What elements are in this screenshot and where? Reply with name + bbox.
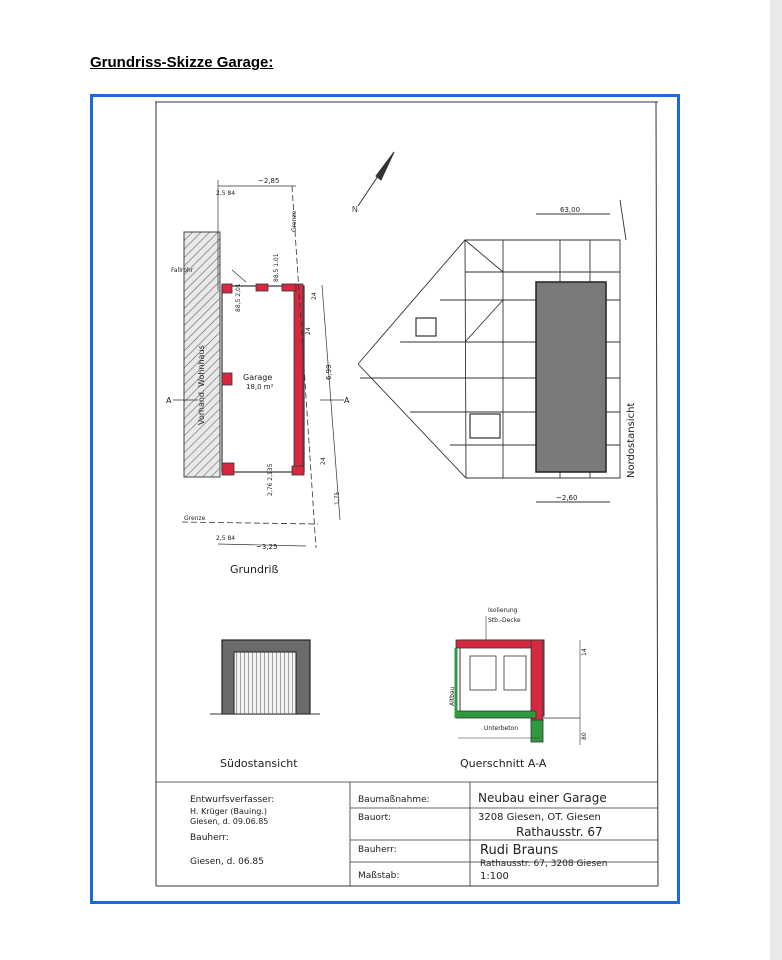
downpipe-label: Fallrohr: [171, 267, 194, 274]
cross-section-label: Querschnitt A-A: [460, 757, 547, 770]
wall-pier: [222, 284, 232, 293]
southeast-elevation-label: Südostansicht: [220, 757, 298, 770]
southeast-elevation: [210, 640, 320, 714]
section-dim-right: 14: [581, 648, 588, 656]
dim-bottom-small: 2,5 84: [216, 535, 236, 542]
tb-value-project: Neubau einer Garage: [478, 791, 607, 805]
garage-wall-right: [294, 284, 303, 474]
tb-value-scale: 1:100: [480, 871, 509, 882]
boundary-line: [182, 522, 318, 524]
section-foundation: [531, 720, 543, 742]
dim-bottom-width: ~3,25: [256, 543, 278, 551]
section-subbase-label: Unterbeton: [484, 725, 519, 732]
room-label: Garage: [243, 373, 273, 382]
dim-window: 88,5 2,01: [235, 283, 242, 312]
section-marker-left: A: [166, 396, 172, 405]
dim-top-door: 88,5 1,01: [273, 253, 280, 282]
wall-pier: [222, 463, 234, 475]
place-date: Giesen, d. 06.85: [190, 857, 264, 867]
section-floor-slab: [456, 711, 536, 718]
author-place-date: Giesen, d. 09.06.85: [190, 817, 269, 826]
tb-label-project: Baumaßnahme:: [358, 795, 430, 805]
tb-label-location: Bauort:: [358, 813, 392, 823]
boundary-label: Grenze: [184, 515, 206, 522]
section-marker-right: A: [344, 396, 350, 405]
northeast-elevation: [358, 200, 626, 502]
section-deck-label: Stb.-Decke: [488, 617, 521, 624]
boundary-label-top: Grenze: [291, 210, 298, 232]
dim-side: 1,75: [334, 491, 341, 505]
dim-length: 6,99: [325, 364, 333, 380]
plan-title: Grundriß: [230, 563, 279, 576]
floor-plan: [166, 152, 394, 576]
section-dim-low: 80: [581, 732, 588, 740]
section-existing-label: Altbau: [449, 686, 456, 706]
dim-wall-2: 24: [305, 327, 312, 335]
tb-value-location: 3208 Giesen, OT. Giesen: [478, 812, 601, 823]
section-roof-slab: [456, 640, 542, 648]
page-heading: Grundriss-Skizze Garage:: [90, 54, 274, 71]
wall-pier: [292, 466, 304, 475]
wall-pier: [256, 284, 268, 291]
wall-pier: [222, 373, 232, 385]
dim-wall: 24: [311, 292, 318, 300]
garage-elevation-wall: [536, 282, 606, 472]
elevation-dim-bottom: ~2,60: [556, 494, 578, 502]
elevation-dim-top: 63,00: [560, 206, 581, 214]
svg-text:N: N: [352, 205, 358, 214]
section-wall: [531, 640, 543, 722]
author-name: H. Krüger (Bauing.): [190, 807, 268, 816]
north-arrow-icon: [352, 152, 394, 214]
house-label: Vorhand. Wohnhaus: [197, 345, 206, 425]
tb-label-client: Bauherr:: [358, 845, 397, 855]
dim-wall-3: 24: [320, 457, 327, 465]
dim-door: 2,76 2,135: [267, 463, 274, 496]
northeast-elevation-label: Nordostansicht: [626, 402, 637, 478]
tb-value-street: Rathausstr. 67: [516, 825, 603, 839]
room-area: 18,0 m²: [246, 383, 274, 391]
dim-top-width: ~2,85: [258, 177, 280, 185]
client-label-left: Bauherr:: [190, 833, 229, 843]
wall-pier: [282, 284, 296, 291]
dim-top-small: 2,5 84: [216, 190, 236, 197]
author-label: Entwurfsverfasser:: [190, 795, 275, 805]
tb-value-client: Rudi Brauns: [480, 843, 559, 858]
section-insulation-label: Isolierung: [488, 607, 518, 614]
tb-label-scale: Maßstab:: [358, 871, 400, 881]
tb-value-client-address: Rathausstr. 67, 3208 Giesen: [480, 859, 608, 869]
